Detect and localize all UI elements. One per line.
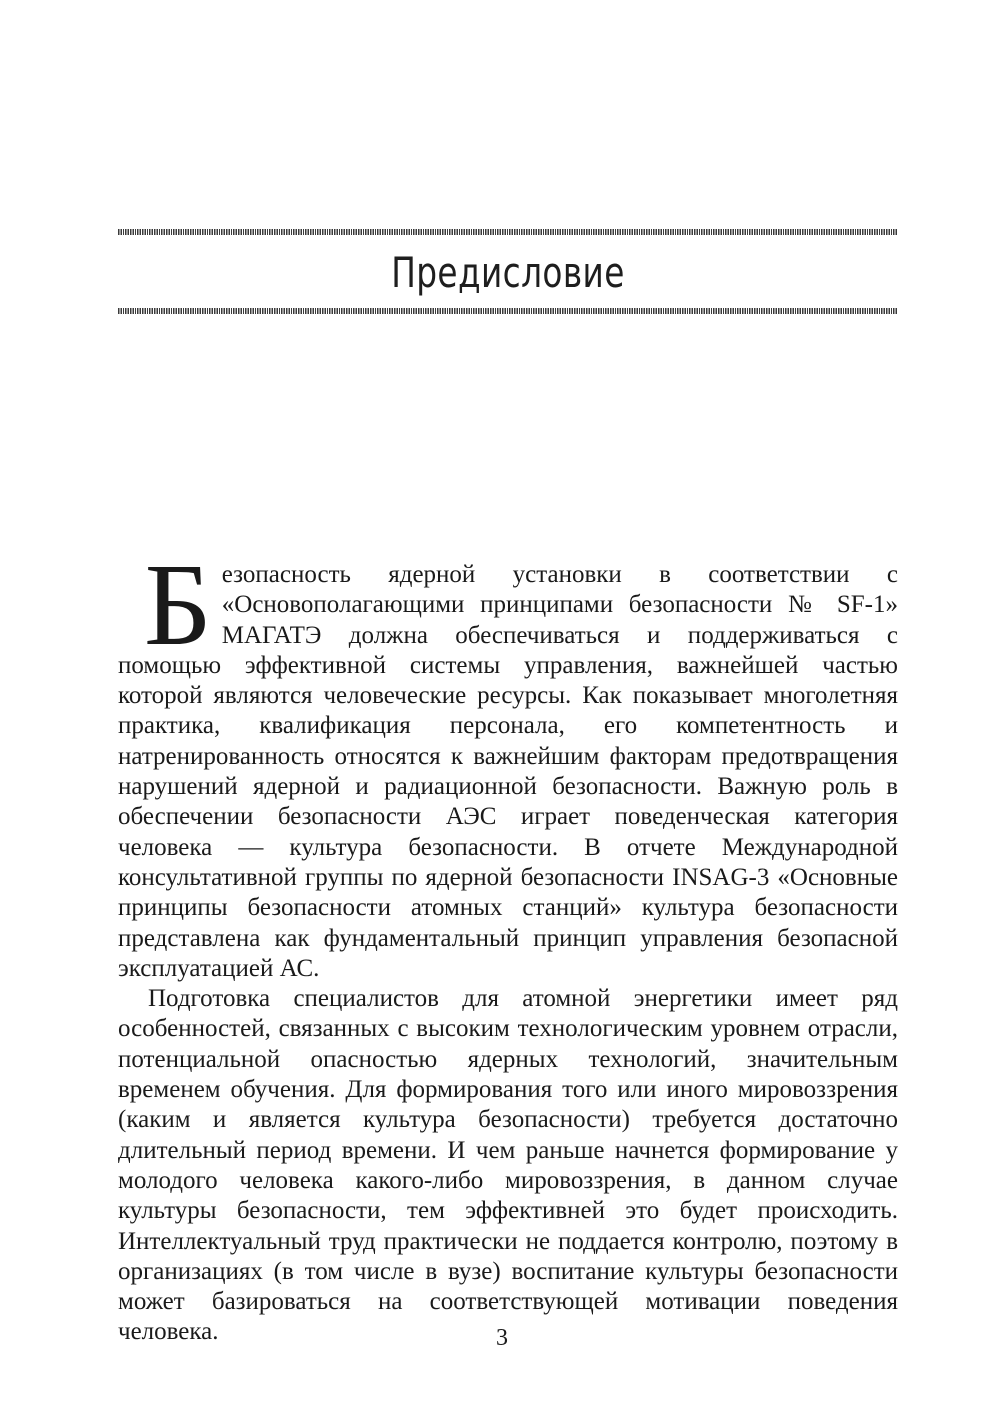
paragraph-1-text: езопасность ядерной установки в соответствии с «Основополагающими принципами безопасности № SF-1» МАГАТЭ должна обеспечиваться и поддерживаться с помощью эффективной системы управления, важнейшей частью которой являются человеческие ресурсы. Как показывает многолетняя практика, квалификация персонала, его компетентность и натренированность относятся к важнейшим факторам предотвращения нарушений ядерной и радиационной безопасности. Важную роль в обеспечении безопасности АЭС играет поведенческая категория человека — культура безопасности. В отчете Международной консультативной группы по ядерной безопасности INSAG-3 «Основные принципы безопасности атомных станций» культура безопасности представлена как фундаментальный принцип управления безопасной эксплуатацией АС. [118, 561, 898, 982]
paragraph-2: Подготовка специалистов для атомной энергетики имеет ряд особенностей, связанных с высоким технологическим уровнем отрасли, потенциальной опасностью ядерных технологий, значительным временем обучения. Для формирования того или иного мировоззрения (каким и является культура безопасности) требуется достаточно длительный период времени. И чем раньше начнется формирование у молодого человека какого-либо мировоззрения, в данном случае культуры безопасности, тем эффективней это будет происходить. Интеллектуальный труд практически не поддается контролю, поэтому в организациях (в том числе в вузе) воспитание культуры безопасности может базироваться на соответствующей мотивации поведения человека. [118, 985, 898, 1346]
page-number: 3 [496, 1325, 508, 1351]
paragraph-1 [118, 539, 898, 984]
drop-cap: Б [144, 539, 212, 670]
page-title: Предисловие [391, 248, 625, 297]
heading-bottom-rule [118, 308, 898, 314]
body-text [118, 539, 898, 1348]
heading-top-rule [118, 229, 898, 235]
